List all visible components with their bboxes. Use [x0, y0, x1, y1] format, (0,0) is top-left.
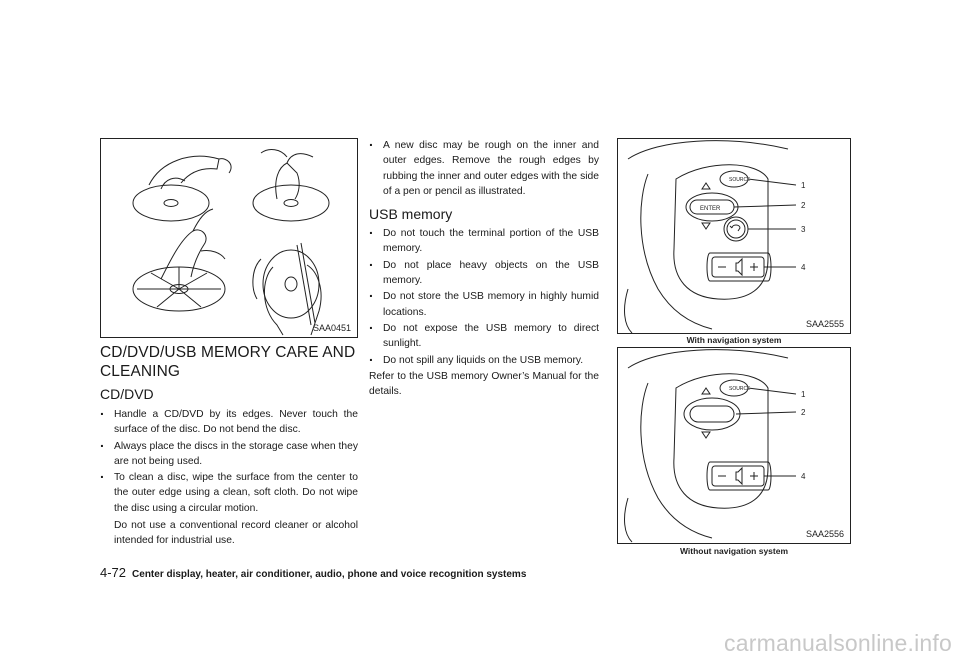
figure-code: SAA2555 — [805, 319, 844, 329]
disc-bullet-list — [369, 138, 599, 199]
cd-dvd-bullet-list — [100, 407, 358, 516]
callout-1: 1 — [801, 390, 806, 399]
enter-button-label: ENTER — [700, 206, 721, 212]
list-item: . To clean a disc, wipe the surface from the center to the outer edge using a clean, soft cloth. Do not wipe the disc using a circular motion. — [100, 470, 358, 516]
cd-handling-illustration — [101, 139, 357, 337]
figure-code: SAA0451 — [312, 323, 351, 333]
figure-code: SAA2556 — [805, 529, 844, 539]
list-item: . Do not expose the USB memory to direct sunlight. — [369, 321, 599, 352]
source-button-label: SOURCE — [729, 177, 751, 183]
callout-3: 3 — [801, 225, 806, 234]
list-item: . Do not place heavy objects on the USB memory. — [369, 258, 599, 289]
cd-dvd-subheading: CD/DVD — [100, 386, 154, 402]
without-navigation-figure — [617, 347, 851, 544]
list-item: . A new disc may be rough on the inner and outer edges. Remove the rough edges by rubbing the inner and outer edges with the side of a pen or pencil as illustrated. — [369, 138, 599, 199]
cd-handling-figure — [100, 138, 358, 338]
page-number: 4-72 — [100, 565, 127, 580]
list-item: . Handle a CD/DVD by its edges. Never touch the surface of the disc. Do not bend the disc. — [100, 407, 358, 438]
middle-column — [369, 138, 599, 399]
section-heading: CD/DVD/USB MEMORY CARE AND CLEANING — [100, 344, 356, 380]
left-column — [100, 343, 358, 549]
closing-paragraph: Refer to the USB memory Owner’s Manual for the details. — [369, 370, 599, 398]
callout-1: 1 — [801, 181, 806, 190]
usb-bullet-list — [369, 226, 599, 368]
steering-switch-illustration-nav — [618, 139, 850, 333]
section-title: Center display, heater, air conditioner, audio, phone and voice recognition systems — [132, 569, 527, 580]
list-item: . Do not touch the terminal portion of the USB memory. — [369, 226, 599, 257]
list-item: . Do not store the USB memory in highly humid locations. — [369, 289, 599, 320]
list-item: . Always place the discs in the storage case when they are not being used. — [100, 439, 358, 470]
callout-2: 2 — [801, 201, 806, 210]
source-button-label: SOURCE — [729, 386, 751, 392]
page-footer — [100, 565, 526, 580]
figure-caption: Without navigation system — [679, 546, 789, 556]
callout-2: 2 — [801, 408, 806, 417]
figure-caption: With navigation system — [686, 335, 782, 345]
callout-4: 4 — [801, 472, 806, 481]
steering-switch-illustration-no-nav — [618, 348, 850, 543]
usb-memory-subheading: USB memory — [369, 206, 453, 223]
watermark: carmanualsonline.info — [724, 630, 952, 656]
callout-4: 4 — [801, 263, 806, 272]
list-item: . Do not spill any liquids on the USB memory. — [369, 353, 599, 368]
continuation-paragraph: Do not use a conventional record cleaner or alcohol intended for industrial use. — [114, 520, 358, 547]
with-navigation-figure — [617, 138, 851, 334]
